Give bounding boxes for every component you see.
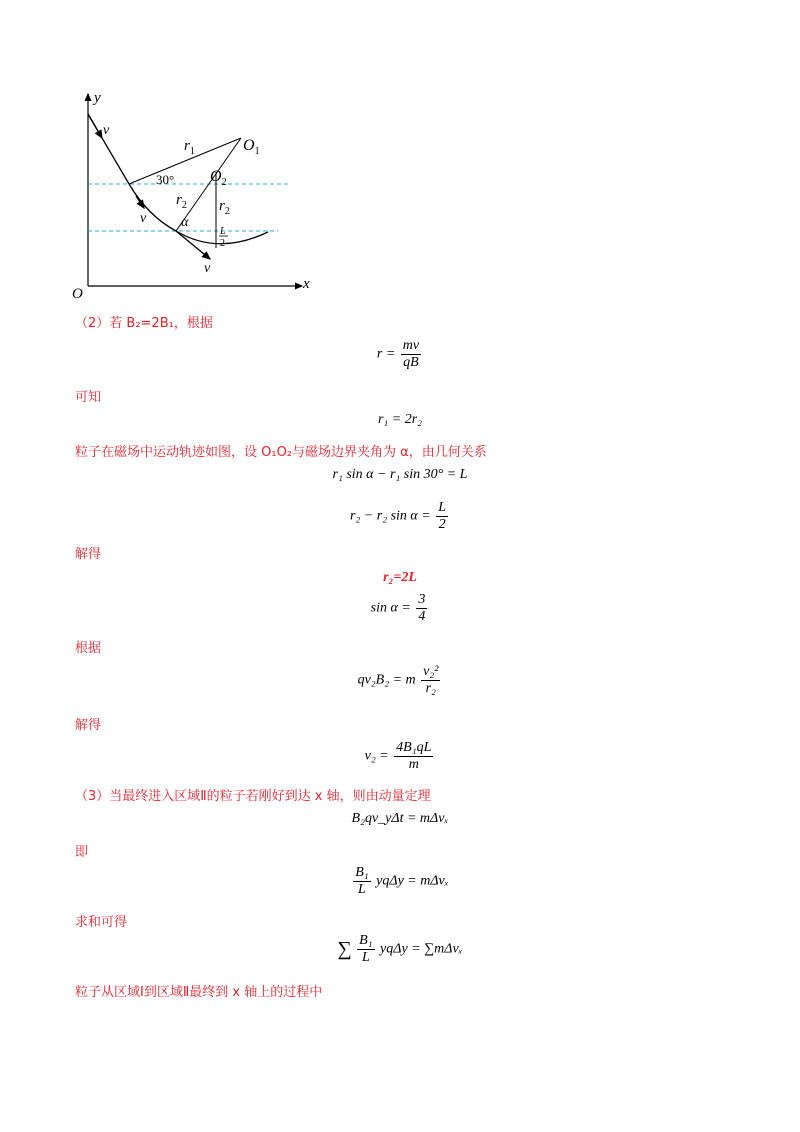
trajectory-diagram [70,88,320,300]
r2-right-label: $r_2$ [219,198,230,217]
l-half-num: L [220,226,226,237]
eq-r1-r2: r₁ = 2r₂ [377,412,423,427]
eq-sin-alpha: sin α = $\frac{3}{4}$ [370,592,426,624]
o1-label: $O_1$ [243,137,260,157]
y-axis-label: y [94,90,101,106]
r1-label: $r_1$ [184,138,195,157]
eq-impulse1: B₂qv_yΔt = mΔvₓ [351,811,449,826]
eq-radius: r = $\frac{mv}{qB}$ [376,338,420,370]
eq-v2: v₂ = $\frac{\text{4B₁qL}}{m}$ [364,740,432,772]
eq-impulse2: $\frac{\text{B₁}}{L}$ yqΔy = mΔvₓ [355,865,449,897]
v-label-bottom: v [204,261,211,276]
ji-label: 即 [75,845,89,860]
jiede1-label: 解得 [75,547,102,562]
v-arrow-mid [136,196,144,208]
l-half-den: 2 [220,238,225,249]
r2-left-label: $r_2$ [176,192,187,211]
keji-label: 可知 [75,390,102,405]
alpha-label: α [181,215,189,230]
trajectory-text: 粒子在磁场中运动轨迹如图，设 O₁O₂与磁场边界夹角为 α，由几何关系 [75,445,487,460]
eq-sum: ∑ $\frac{\text{B₁}}{L}$ yqΔy = ∑mΔvₓ [337,933,463,965]
eq-geom2: r₂ − r₂ sin α = $\frac{L}{2}$ [349,500,446,532]
part3-intro: （3）当最终进入区域Ⅱ的粒子若刚好到达 x 轴，则由动量定理 [75,789,431,804]
arc-region1 [129,184,176,231]
qiuhe-label: 求和可得 [75,915,128,930]
jiede2-label: 解得 [75,718,102,733]
eq-force: qv₂B₂ = m $\frac{\text{v₂²}}{\text{r₂}}$ [357,664,439,696]
r2-result: r₂=2L [383,570,417,585]
v-label-top: v [103,123,110,138]
o2-label: $O_2$ [210,168,227,188]
v-arrow-top [88,114,102,138]
x-axis-label: x [303,276,310,292]
last-line: 粒子从区域Ⅰ到区域Ⅱ最终到 x 轴上的过程中 [75,985,323,1000]
part2-intro: （2）若 B₂=2B₁，根据 [75,316,213,331]
eq-geom1: r₁ sin α − r₁ sin 30° = L [332,467,468,482]
v-arrow-bottom [176,231,210,259]
angle-30-label: 30° [156,172,175,187]
genju-label: 根据 [75,641,102,656]
origin-label: O [72,286,83,300]
v-label-mid: v [140,211,147,226]
